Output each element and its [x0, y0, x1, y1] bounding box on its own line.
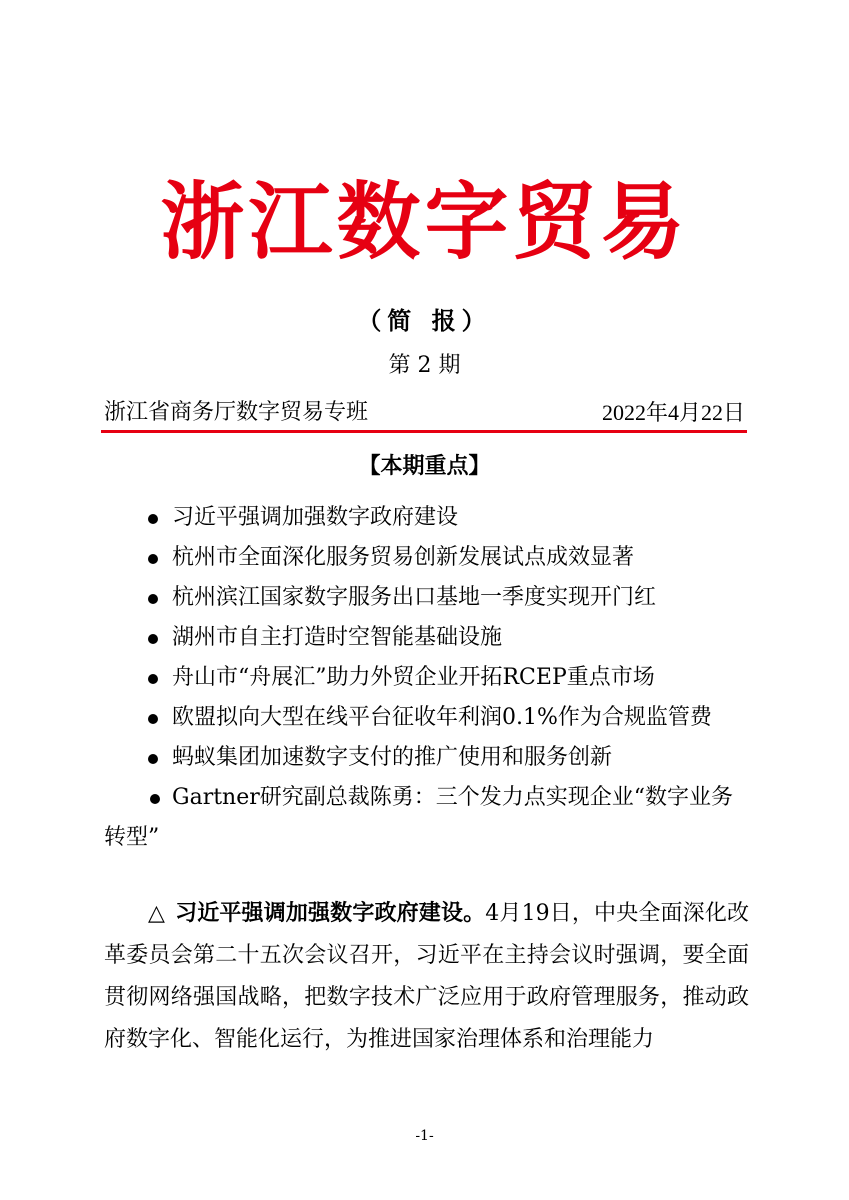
highlight-item: 习近平强调加强数字政府建设	[104, 498, 749, 538]
highlight-item: Gartner研究副总裁陈勇：三个发力点实现企业“数字业务转型”	[104, 785, 734, 850]
highlight-item: 欧盟拟向大型在线平台征收年利润0.1%作为合规监管费	[104, 698, 749, 738]
highlights-heading: 【本期重点】	[358, 453, 491, 479]
highlights-list	[104, 498, 749, 858]
bullet-dot-icon	[148, 594, 158, 604]
issue-date: 2022年4月22日	[601, 400, 745, 425]
bullet-dot-icon	[148, 554, 158, 564]
bullet-dot-icon	[150, 794, 160, 804]
article-paragraph	[104, 892, 749, 1061]
article-body: 4月19日，中央全面深化改革委员会第二十五次会议召开，习近平在主持会议时强调，要全面贯彻网络强国战略，把数字技术广泛应用于政府管理服务，推动政府数字化、智能化运行，为推进国家治理体系和治理能力	[104, 901, 749, 1052]
triangle-marker-icon: △	[148, 901, 166, 926]
bullet-dot-icon	[148, 674, 158, 684]
issue-number: 第 2 期	[388, 353, 461, 378]
highlight-item: 杭州滨江国家数字服务出口基地一季度实现开门红	[104, 578, 749, 618]
highlight-item: 蚂蚁集团加速数字支付的推广使用和服务创新	[104, 738, 749, 778]
bulletin-subtitle: （简 报）	[357, 306, 492, 335]
highlight-item: 舟山市“舟展汇”助力外贸企业开拓RCEP重点市场	[104, 658, 749, 698]
page-number: -1-	[415, 1128, 434, 1144]
red-divider	[101, 430, 747, 433]
bullet-dot-icon	[148, 714, 158, 724]
highlight-item: 湖州市自主打造时空智能基础设施	[104, 618, 749, 658]
bullet-dot-icon	[148, 754, 158, 764]
bullet-dot-icon	[148, 634, 158, 644]
masthead-title: 浙江数字贸易	[160, 172, 689, 271]
issuer-name: 浙江省商务厅数字贸易专班	[104, 400, 369, 425]
highlight-item: 杭州市全面深化服务贸易创新发展试点成效显著	[104, 538, 749, 578]
article-lead: 习近平强调加强数字政府建设。	[175, 900, 486, 926]
bullet-dot-icon	[148, 514, 158, 524]
